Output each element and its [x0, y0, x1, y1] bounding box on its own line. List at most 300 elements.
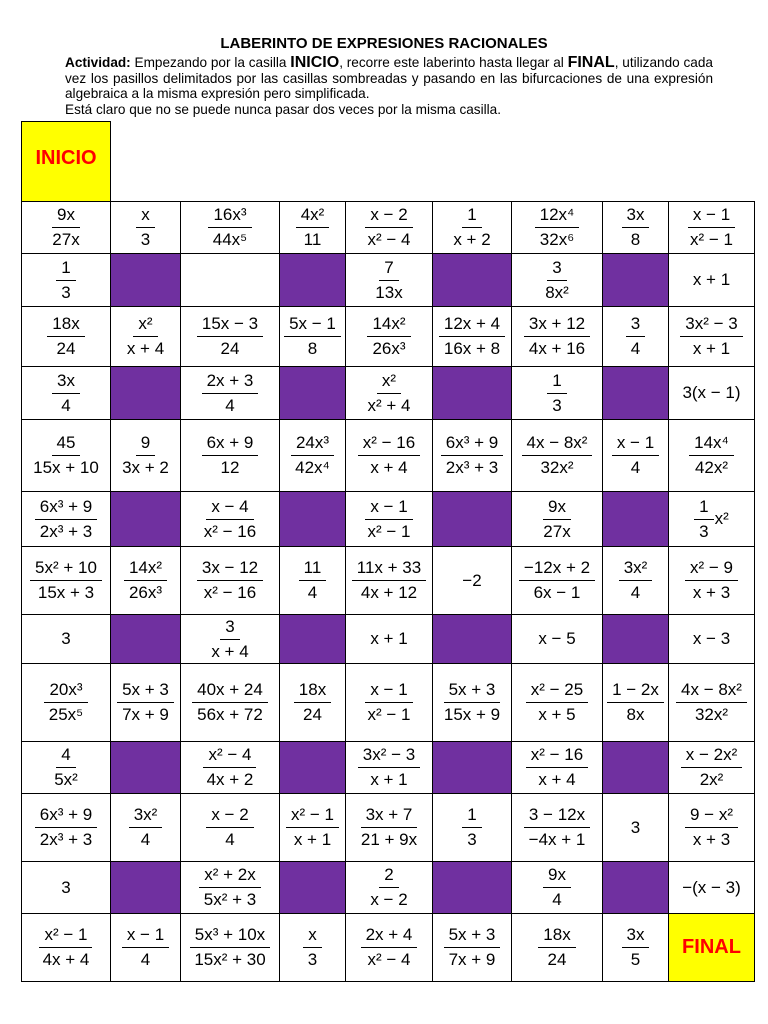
- maze-wall-cell: [279, 741, 346, 794]
- fraction: [363, 205, 416, 250]
- fraction: [206, 617, 253, 662]
- maze-wall-cell: [110, 741, 181, 794]
- fraction-numerator: 3x + 7: [361, 805, 418, 828]
- fraction-numerator: 2x + 3: [202, 371, 259, 394]
- fraction: [370, 258, 407, 303]
- maze-wall-cell: [279, 861, 346, 914]
- fraction: [448, 205, 495, 250]
- fraction-numerator: x² − 16: [526, 745, 588, 768]
- instructions-text-3: , utilizando cada vez los pasillos delimitados por las casillas sombreadas y pasando en las bifurcaciones de una expresión algebraica a la misma expresión pero simplificada.: [65, 55, 713, 101]
- fraction: [676, 680, 747, 725]
- fraction-numerator: x² − 1: [39, 925, 92, 948]
- maze-expression-cell: [110, 663, 181, 742]
- maze-expression-cell: [110, 913, 181, 982]
- fraction-denominator: 3: [552, 395, 562, 415]
- maze-expression-cell: [180, 741, 280, 794]
- expression-text: 3: [630, 817, 641, 837]
- maze-expression-cell: [668, 546, 755, 615]
- fraction: [439, 314, 505, 359]
- fraction: [626, 314, 645, 359]
- fraction: [30, 558, 102, 603]
- fraction: [522, 433, 593, 478]
- maze-expression-cell: [21, 253, 111, 307]
- maze-expression-cell: [180, 201, 280, 254]
- fraction: [352, 558, 426, 603]
- fraction-numerator: 15x − 3: [197, 314, 263, 337]
- maze-expression-cell: [345, 201, 433, 254]
- fraction: [44, 680, 88, 725]
- fraction-denominator: 24: [303, 705, 322, 724]
- maze-wall-cell: [279, 253, 346, 307]
- maze-expression-cell: [511, 861, 603, 914]
- fraction-numerator: x² + 2x: [199, 865, 261, 888]
- fraction-denominator: 3: [61, 282, 71, 302]
- maze-expression-cell: [432, 419, 512, 492]
- fraction-numerator: 5x² + 10: [30, 558, 102, 581]
- fraction-numerator: x − 1: [688, 205, 735, 228]
- fraction-numerator: x − 1: [122, 925, 169, 948]
- maze-wall-cell: [432, 366, 512, 420]
- fraction-numerator: 2x + 4: [361, 925, 418, 948]
- fraction-denominator: 3: [307, 950, 318, 969]
- fraction-denominator: 4x + 2: [206, 770, 254, 789]
- fraction: [540, 258, 574, 303]
- maze-expression-cell: [602, 201, 669, 254]
- maze-expression-cell: [21, 546, 111, 615]
- fraction: [619, 558, 653, 603]
- fraction: [35, 805, 97, 850]
- fraction-numerator: x − 2: [365, 205, 412, 228]
- fraction: [607, 680, 664, 725]
- fraction-denominator: 3x + 2: [122, 458, 169, 477]
- maze-wall-cell: [432, 741, 512, 794]
- fraction-numerator: 3: [547, 258, 566, 281]
- instructions-text-4: Está claro que no se puede nunca pasar dos veces por la misma casilla.: [65, 101, 501, 117]
- maze-expression-cell: [110, 793, 181, 862]
- fraction-numerator: 6x³ + 9: [35, 805, 97, 828]
- maze-expression-cell: [511, 491, 603, 547]
- maze-expression-cell: [21, 663, 111, 742]
- fraction-denominator: x + 4: [211, 641, 249, 661]
- maze-wall-cell: [279, 491, 346, 547]
- maze-expression-cell: [668, 663, 755, 742]
- fraction-numerator: x² − 9: [685, 558, 738, 581]
- fraction-numerator: 6x³ + 9: [441, 433, 503, 456]
- maze-wall-cell: [602, 366, 669, 420]
- fraction-numerator: 3x − 12: [197, 558, 263, 581]
- fraction-numerator: 4x − 8x²: [522, 433, 593, 456]
- maze-expression-cell: [668, 793, 755, 862]
- page-title: LABERINTO DE EXPRESIONES RACIONALES: [220, 35, 548, 52]
- fraction: [547, 371, 566, 416]
- fraction-denominator: 26x³: [128, 583, 163, 602]
- fraction: [685, 205, 738, 250]
- maze-expression-cell: [21, 793, 111, 862]
- fraction: [296, 205, 330, 250]
- fraction-denominator: 56x + 72: [197, 705, 263, 724]
- fraction-numerator: 12x + 4: [439, 314, 505, 337]
- inicio-label: INICIO: [35, 147, 97, 169]
- fraction-denominator: 4: [225, 830, 235, 849]
- mixed-expression: [694, 497, 729, 542]
- expression-text: x − 5: [538, 629, 576, 648]
- maze-expression-cell: [345, 306, 433, 367]
- fraction: [49, 745, 83, 790]
- fraction-denominator: 32x⁶: [539, 230, 575, 249]
- fraction-denominator: x² − 16: [203, 521, 257, 541]
- fraction-numerator: 9x: [543, 865, 571, 888]
- maze-expression-cell: [279, 546, 346, 615]
- fraction: [303, 925, 322, 970]
- fraction: [28, 433, 104, 478]
- maze-expression-cell: [110, 419, 181, 492]
- maze-expression-cell: [432, 201, 512, 254]
- fraction-denominator: 4: [630, 458, 641, 477]
- maze-wall-cell: [432, 614, 512, 664]
- fraction-denominator: x² − 4: [367, 950, 411, 969]
- fraction-numerator: x − 2: [206, 805, 253, 828]
- fraction-denominator: 4: [630, 583, 641, 602]
- fraction-denominator: x − 2: [370, 890, 408, 909]
- fraction: [197, 558, 263, 603]
- fraction-numerator: 1: [694, 497, 713, 520]
- maze-expression-cell: [180, 913, 280, 982]
- inicio-word: INICIO: [290, 54, 340, 71]
- fraction-denominator: 11: [303, 230, 322, 249]
- maze-expression-cell: [345, 793, 433, 862]
- fraction: [356, 805, 422, 850]
- fraction-numerator: 20x³: [44, 680, 87, 703]
- fraction-numerator: 3x²: [129, 805, 163, 828]
- fraction: [358, 745, 420, 790]
- fraction-numerator: 1: [462, 205, 481, 228]
- fraction-denominator: 7x + 9: [122, 705, 169, 724]
- maze-expression-cell: [668, 306, 755, 367]
- maze-expression-cell: [511, 614, 603, 664]
- fraction-denominator: x + 3: [692, 830, 731, 849]
- fraction-denominator: x + 3: [692, 583, 731, 602]
- fraction-denominator: 8: [307, 339, 318, 358]
- maze-expression-cell: [180, 861, 280, 914]
- fraction-denominator: x² − 4: [367, 230, 411, 249]
- maze-expression-cell: [602, 306, 669, 367]
- actividad-label: Actividad:: [65, 55, 131, 70]
- expression-text: 3: [61, 877, 71, 897]
- fraction: [524, 805, 591, 850]
- fraction: [361, 925, 418, 970]
- fraction-numerator: x² − 25: [526, 680, 588, 703]
- instructions-paragraph: [65, 55, 713, 117]
- fraction: [199, 865, 261, 910]
- fraction: [117, 433, 174, 478]
- fraction-numerator: x: [136, 205, 155, 228]
- fraction-numerator: x²: [133, 314, 157, 337]
- maze-wall-cell: [602, 741, 669, 794]
- maze-expression-cell: [602, 546, 669, 615]
- fraction: [122, 925, 169, 970]
- fraction: [363, 497, 416, 542]
- maze-empty-cell: [180, 253, 280, 307]
- fraction: [206, 805, 253, 850]
- expression-text: x + 1: [692, 270, 731, 289]
- expression-text: −(x − 3): [682, 877, 741, 897]
- fraction: [294, 680, 331, 725]
- fraction-numerator: 5x + 3: [117, 680, 174, 703]
- fraction-denominator: 4x + 16: [528, 339, 586, 358]
- fraction-numerator: 11x + 33: [352, 558, 426, 581]
- fraction-denominator: 25x⁵: [48, 705, 84, 724]
- fraction: [622, 205, 650, 250]
- fraction-denominator: x + 2: [453, 230, 491, 249]
- fraction: [526, 680, 588, 725]
- fraction-numerator: 3x²: [619, 558, 653, 581]
- maze-expression-cell: [279, 663, 346, 742]
- fraction: [202, 745, 259, 790]
- fraction-denominator: x² − 1: [367, 705, 411, 724]
- maze-expression-cell: [345, 913, 433, 982]
- final-label: FINAL: [682, 936, 741, 958]
- fraction-denominator: 6x − 1: [533, 583, 581, 602]
- expression-text: x + 1: [370, 629, 408, 648]
- fraction-denominator: x² − 1: [367, 521, 411, 541]
- fraction: [56, 258, 75, 303]
- fraction-denominator: 15x + 9: [443, 705, 501, 724]
- fraction-denominator: x + 4: [126, 339, 165, 358]
- fraction-numerator: 4x²: [296, 205, 330, 228]
- maze-expression-cell: [668, 253, 755, 307]
- maze-expression-cell: [668, 861, 755, 914]
- fraction-denominator: x + 4: [370, 458, 408, 477]
- maze-expression-cell: [180, 614, 280, 664]
- fraction-denominator: 5x² + 3: [203, 890, 257, 909]
- fraction-denominator: 32x²: [540, 458, 574, 477]
- maze-expression-cell: [345, 663, 433, 742]
- maze-expression-cell: [511, 253, 603, 307]
- fraction-numerator: 9 − x²: [685, 805, 738, 828]
- maze-expression-cell: [345, 861, 433, 914]
- maze-expression-cell: [511, 546, 603, 615]
- fraction-denominator: 4: [552, 890, 562, 909]
- maze-wall-cell: [432, 491, 512, 547]
- maze-expression-cell: [345, 546, 433, 615]
- maze-expression-cell: [668, 491, 755, 547]
- fraction-denominator: 24: [220, 339, 240, 358]
- maze-expression-cell: [432, 793, 512, 862]
- fraction-numerator: 6x³ + 9: [35, 497, 97, 520]
- fraction-denominator: 15x + 10: [33, 458, 99, 477]
- fraction-denominator: 4x + 12: [360, 583, 418, 602]
- maze-expression-cell: [21, 913, 111, 982]
- fraction: [35, 497, 97, 542]
- fraction: [202, 433, 259, 478]
- fraction: [685, 558, 738, 603]
- maze-expression-cell: [21, 741, 111, 794]
- maze-expression-cell: [110, 306, 181, 367]
- fraction-denominator: 8: [630, 230, 641, 249]
- maze-expression-cell: [668, 614, 755, 664]
- fraction-numerator: 3 − 12x: [524, 805, 590, 828]
- fraction: [286, 805, 339, 850]
- fraction-numerator: 16x³: [208, 205, 251, 228]
- fraction: [363, 680, 416, 725]
- fraction-numerator: 11: [299, 558, 327, 581]
- fraction-denominator: 5: [630, 950, 641, 969]
- maze-wall-cell: [432, 861, 512, 914]
- fraction-numerator: 3x + 12: [524, 314, 590, 337]
- fraction: [444, 925, 501, 970]
- fraction-denominator: 15x² + 30: [194, 950, 266, 969]
- fraction-numerator: x − 1: [365, 497, 412, 520]
- fraction-denominator: 24: [56, 339, 76, 358]
- fraction-denominator: 26x³: [372, 339, 406, 358]
- maze-expression-cell: [21, 201, 111, 254]
- maze-expression-cell: [511, 741, 603, 794]
- fraction: [538, 925, 575, 970]
- fraction: [694, 497, 713, 542]
- fraction-numerator: −12x + 2: [519, 558, 595, 581]
- fraction-numerator: 1: [462, 805, 481, 828]
- fraction-numerator: 1: [547, 371, 566, 394]
- maze-wall-cell: [110, 491, 181, 547]
- fraction: [462, 805, 481, 850]
- fraction: [290, 433, 335, 478]
- maze-expression-cell: [668, 201, 755, 254]
- maze-expression-cell: [511, 306, 603, 367]
- maze-expression-cell: [668, 419, 755, 492]
- fraction-denominator: −4x + 1: [528, 830, 586, 849]
- fraction-denominator: 2x²: [699, 770, 724, 789]
- maze-wall-cell: [602, 861, 669, 914]
- fraction-denominator: x + 1: [692, 339, 731, 358]
- maze-expression-cell: [21, 491, 111, 547]
- expression-text: 3: [61, 629, 71, 648]
- maze-expression-cell: [180, 491, 280, 547]
- fraction: [363, 371, 416, 416]
- fraction-numerator: 3x² − 3: [680, 314, 742, 337]
- maze-expression-cell: [345, 366, 433, 420]
- maze-expression-cell: [110, 546, 181, 615]
- fraction-numerator: 9x: [52, 205, 80, 228]
- fraction-denominator: x + 4: [538, 770, 576, 789]
- maze-expression-cell: [511, 793, 603, 862]
- fraction-denominator: 15x + 3: [37, 583, 95, 602]
- fraction-numerator: 40x + 24: [192, 680, 268, 703]
- fraction-numerator: 1: [56, 258, 75, 281]
- fraction-numerator: 14x²: [124, 558, 167, 581]
- maze-expression-cell: [602, 793, 669, 862]
- fraction-denominator: x + 1: [293, 830, 332, 849]
- fraction: [284, 314, 341, 359]
- fraction-denominator: 3: [467, 830, 477, 849]
- expression-text: 3(x − 1): [682, 383, 741, 402]
- fraction: [535, 205, 580, 250]
- fraction: [519, 558, 595, 603]
- maze-expression-cell: [279, 913, 346, 982]
- maze-expression-cell: [668, 741, 755, 794]
- maze-expression-cell: [511, 201, 603, 254]
- fraction-denominator: 13x: [375, 282, 403, 302]
- fraction-denominator: 5x²: [54, 770, 78, 789]
- fraction: [47, 205, 84, 250]
- fraction-numerator: 45: [52, 433, 81, 456]
- fraction-numerator: x − 1: [365, 680, 412, 703]
- fraction-denominator: 2x³ + 3: [39, 830, 93, 849]
- fraction-numerator: 24x³: [291, 433, 334, 456]
- fraction: [441, 433, 503, 478]
- fraction-denominator: x + 1: [370, 770, 408, 789]
- maze-expression-cell: [345, 614, 433, 664]
- final-word: FINAL: [567, 54, 615, 71]
- fraction-numerator: 18x: [294, 680, 331, 703]
- maze-expression-cell: [432, 663, 512, 742]
- fraction: [136, 205, 155, 250]
- fraction-denominator: 44x⁵: [212, 230, 248, 249]
- fraction-denominator: 12: [220, 458, 240, 477]
- maze-wall-cell: [110, 614, 181, 664]
- fraction-denominator: 7x + 9: [448, 950, 496, 969]
- fraction: [38, 925, 95, 970]
- fraction-numerator: x² − 1: [286, 805, 339, 828]
- fraction-numerator: 14x²: [367, 314, 410, 337]
- fraction-numerator: 4: [56, 745, 75, 768]
- fraction-denominator: x² + 4: [367, 395, 411, 415]
- maze-expression-cell: [180, 546, 280, 615]
- fraction-denominator: 4: [630, 339, 641, 358]
- maze-expression-cell: [602, 663, 669, 742]
- maze-wall-cell: [432, 253, 512, 307]
- maze-expression-cell: [432, 306, 512, 367]
- fraction: [622, 925, 650, 970]
- fraction-numerator: 6x + 9: [202, 433, 259, 456]
- maze-expression-cell: [21, 614, 111, 664]
- fraction: [299, 558, 327, 603]
- fraction-denominator: 4: [140, 830, 151, 849]
- fraction-denominator: 16x + 8: [443, 339, 501, 358]
- fraction: [122, 314, 169, 359]
- maze-wall-cell: [602, 491, 669, 547]
- fraction-denominator: 27x: [52, 230, 80, 249]
- maze-expression-cell: [602, 913, 669, 982]
- fraction: [129, 805, 163, 850]
- fraction: [192, 680, 268, 725]
- fraction-numerator: 3x² − 3: [358, 745, 420, 768]
- fraction: [365, 865, 412, 910]
- fraction-numerator: 5x + 3: [444, 680, 501, 703]
- fraction-numerator: x² − 16: [358, 433, 420, 456]
- fraction-numerator: 3x: [622, 205, 650, 228]
- fraction-numerator: 12x⁴: [535, 205, 580, 228]
- fraction-numerator: 4x − 8x²: [676, 680, 747, 703]
- maze-expression-cell: [21, 419, 111, 492]
- expression-text: −2: [462, 570, 482, 590]
- fraction-denominator: 4x + 4: [42, 950, 90, 969]
- maze-expression-cell: [180, 419, 280, 492]
- maze-wall-cell: [602, 614, 669, 664]
- fraction-denominator: 21 + 9x: [360, 830, 418, 849]
- fraction-numerator: x − 1: [612, 433, 659, 456]
- fraction-numerator: x: [303, 925, 322, 948]
- fraction-denominator: 8x: [626, 705, 645, 724]
- fraction: [197, 314, 263, 359]
- maze-expression-cell: [21, 306, 111, 367]
- fraction: [689, 433, 734, 478]
- fraction-denominator: 32x²: [694, 705, 729, 724]
- maze-expression-cell: [180, 793, 280, 862]
- fraction-numerator: 5x − 1: [284, 314, 341, 337]
- instructions-text-2: , recorre este laberinto hasta llegar al: [339, 55, 568, 70]
- fraction: [189, 925, 270, 970]
- maze-expression-cell: [668, 366, 755, 420]
